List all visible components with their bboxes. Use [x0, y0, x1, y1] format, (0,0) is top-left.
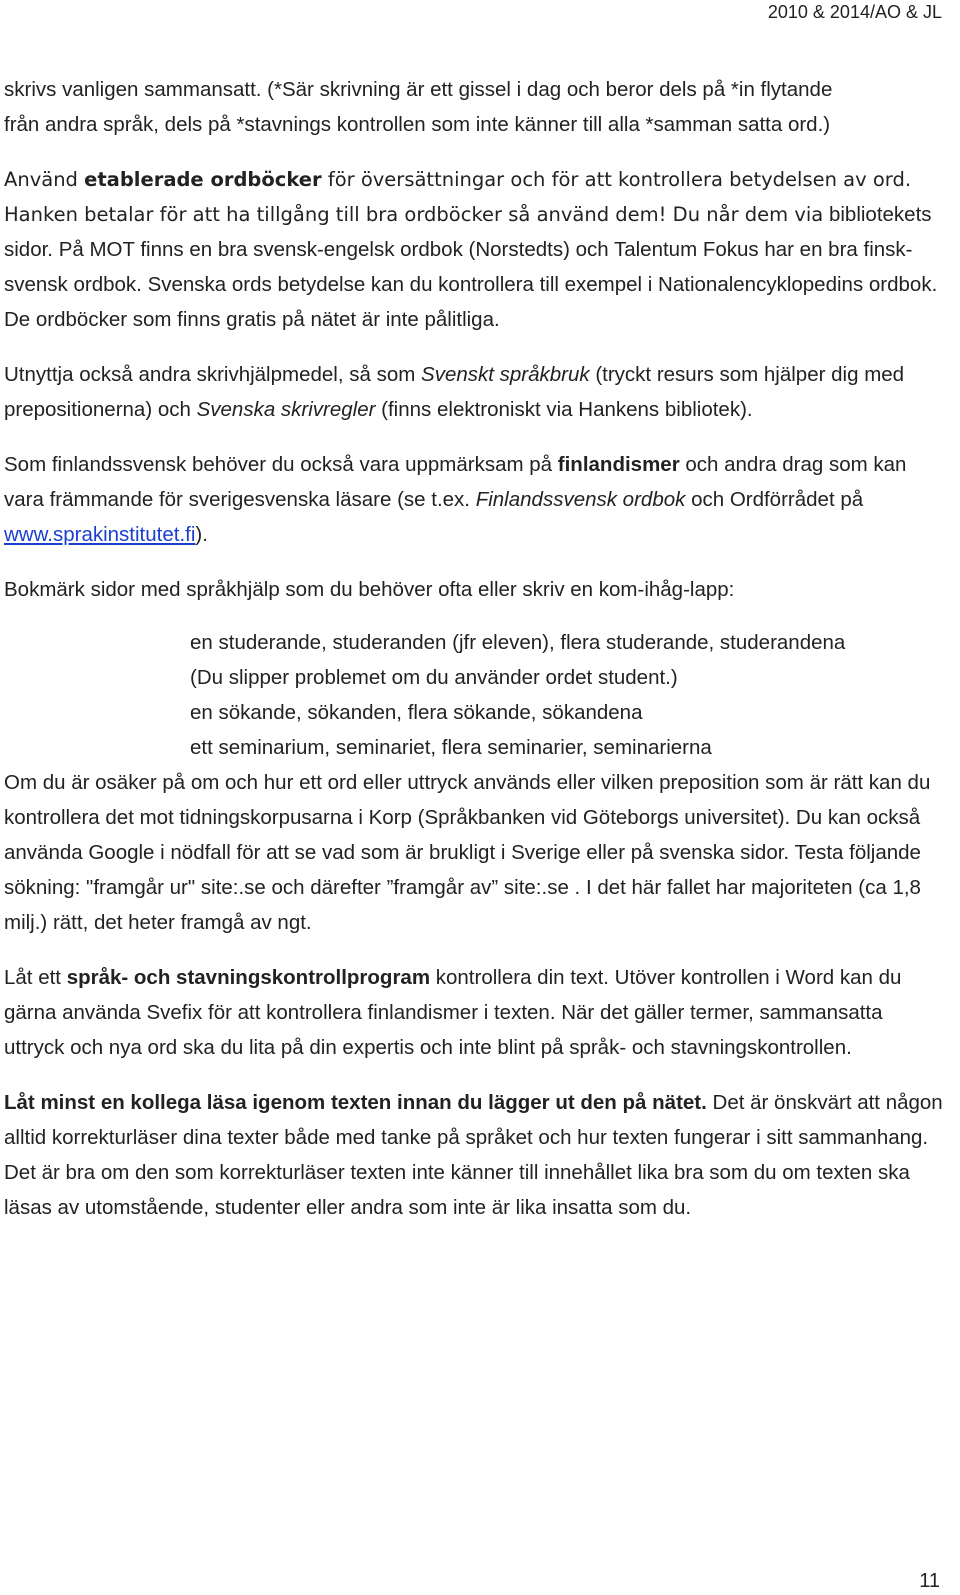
- text-run: och Ordförrådet på: [685, 488, 864, 511]
- paragraph-korp-google: [4, 765, 944, 940]
- text-run: (tryckt resurs som hjälper dig med prepositionerna) och: [4, 363, 905, 421]
- example-line: en studerande, studeranden (jfr eleven), flera studerande, studerandena: [190, 631, 846, 654]
- example-line: ett seminarium, seminariet, flera seminarier, seminarierna: [190, 736, 712, 759]
- text-run: Det är önskvärt att någon alltid korrekturläser dina texter både med tanke på språket och hur texten fungerar i sitt sammanhang. Det är bra om den som korrekturläser texten inte känner till innehållet lika bra som du om texten ska läsas av utomstående, studenter eller andra som inte är lika insatta som du.: [4, 1091, 943, 1219]
- text-run: bibliotekets sidor. På MOT finns en bra svensk-engelsk ordbok (Norstedts) och Talentum Fokus har en bra finsk-svensk ordbok. Svenska ords betydelse kan du kontrollera till exempel i Nationalencyklopedins ordbok. De ordböcker som finns gratis på nätet är inte pålitliga.: [4, 203, 938, 331]
- paragraph-proofreading: [4, 1085, 944, 1225]
- text-run: ).: [195, 523, 208, 546]
- text-line: från andra språk, dels på *stavnings kontrollen som inte känner till alla *samman satta ord.): [4, 113, 831, 136]
- paragraph-dictionaries: [4, 162, 944, 337]
- text-run: Om du är osäker på om och hur ett ord eller uttryck används eller vilken preposition som är rätt kan du kontrollera det mot tidningskorpusarna i Korp (Språkbanken vid Göteborgs universitet). Du kan också använda Google i nödfall för att se vad som är brukligt i Sverige eller på svenska sidor. Testa följande sökning: "framgår ur" site:.se och därefter ”framgår av” site:.se . I det här fallet har majoriteten (ca 1,8 milj.) rätt, det heter framgå av ngt.: [4, 771, 931, 934]
- example-list: [190, 625, 944, 765]
- italic-title: Svenska skrivregler: [196, 398, 376, 421]
- bold-text: språk- och stavningskontrollprogram: [66, 966, 431, 989]
- italic-title: Svenskt språkbruk: [421, 363, 590, 386]
- example-line: (Du slipper problemet om du använder ordet student.): [190, 666, 678, 689]
- paragraph-finlandisms: [4, 447, 944, 552]
- bold-text: finlandismer: [557, 453, 680, 476]
- paragraph-bookmark: [4, 572, 944, 607]
- text-run: Utnyttja också andra skrivhjälpmedel, så som: [4, 363, 422, 386]
- text-run: Använd: [4, 168, 85, 191]
- text-line: skrivs vanligen sammansatt. (*Sär skrivning är ett gissel i dag och beror dels på *in flytande: [4, 78, 833, 101]
- example-line: en sökande, sökanden, flera sökande, sökandena: [190, 701, 643, 724]
- text-run: (finns elektroniskt via Hankens bibliotek).: [375, 398, 753, 421]
- document-body: [4, 72, 944, 1245]
- sprakinstitutet-link[interactable]: www.sprakinstitutet.fi: [4, 523, 196, 546]
- text-run: Som finlandssvensk behöver du också vara uppmärksam på: [4, 453, 558, 476]
- page-number: 11: [919, 1570, 940, 1592]
- paragraph-compound-words: [4, 72, 944, 142]
- text-run: kontrollera din text. Utöver kontrollen i Word kan du gärna använda Svefix för att kontrollera finlandismer i texten. När det gäller termer, sammansatta uttryck och nya ord ska du lita på din expertis och inte blint på språk- och stavningskontrollen.: [4, 966, 902, 1059]
- paragraph-spellcheck: [4, 960, 944, 1065]
- paragraph-writing-aids: [4, 357, 944, 427]
- text-run: för översättningar och för att kontrollera betydelsen av ord. Hanken betalar för att ha tillgång till bra ordböcker så använd dem! Du når dem via: [4, 168, 912, 226]
- text-run: Låt ett: [4, 966, 67, 989]
- text-run: och andra drag som kan vara främmande för sverigesvenska läsare (se t.ex.: [4, 453, 907, 511]
- bold-text: Låt minst en kollega läsa igenom texten innan du lägger ut den på nätet.: [4, 1091, 707, 1114]
- text-run: Bokmärk sidor med språkhjälp som du behöver ofta eller skriv en kom-ihåg-lapp:: [4, 578, 735, 601]
- bold-text: etablerade ordböcker: [84, 168, 322, 191]
- italic-title: Finlandssvensk ordbok: [475, 488, 686, 511]
- page-header: 2010 & 2014/AO & JL: [767, 2, 942, 22]
